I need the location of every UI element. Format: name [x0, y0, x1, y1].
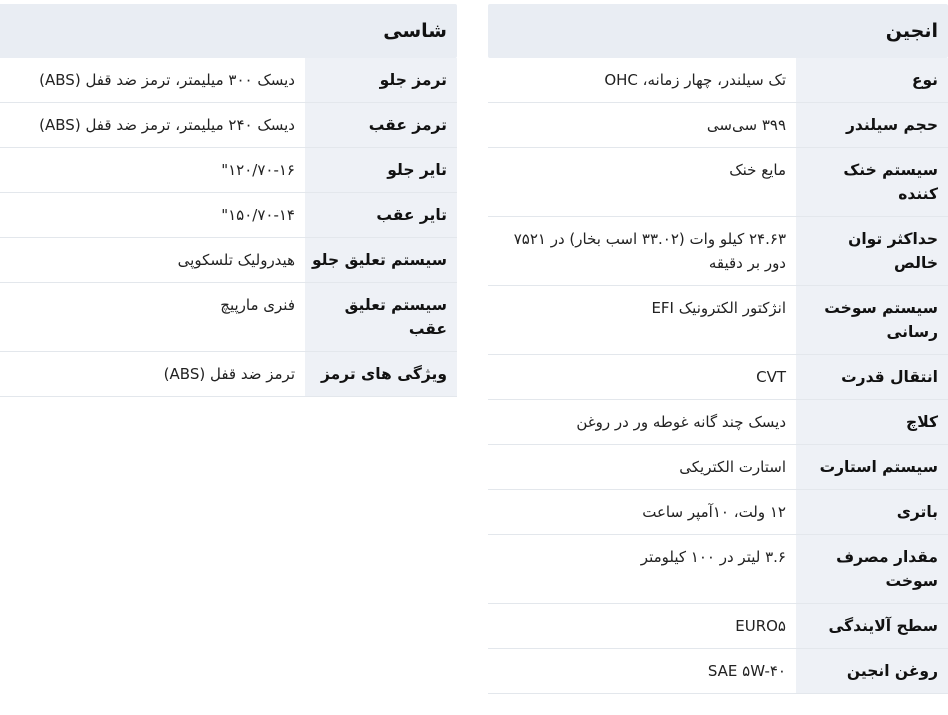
engine-spec-row [488, 103, 948, 148]
chassis-spec-table [0, 58, 457, 397]
engine-spec-table [488, 58, 948, 694]
chassis-spec-label: تایر عقب [305, 193, 457, 237]
engine-spec-row [488, 286, 948, 355]
engine-spec-value: استارت الکتریکی [679, 458, 786, 476]
chassis-header [0, 4, 457, 58]
chassis-spec-value: دیسک ۳۰۰ میلیمتر، ترمز ضد قفل (ABS) [39, 71, 295, 89]
engine-spec-label: روغن انجین [796, 649, 948, 693]
engine-spec-row [488, 58, 948, 103]
engine-spec-row [488, 649, 948, 694]
engine-spec-label: سیستم سوخت رسانی [796, 286, 948, 354]
engine-spec-value: ۳۹۹ سی‌سی [706, 116, 786, 134]
chassis-spec-label: ویژگی های ترمز [305, 352, 457, 396]
engine-spec-row [488, 445, 948, 490]
engine-spec-row [488, 217, 948, 286]
engine-spec-value: ۱۲ ولت، ۱۰آمپر ساعت [642, 503, 786, 521]
chassis-spec-row [0, 238, 457, 283]
engine-title: انجین [885, 20, 938, 42]
chassis-spec-row [0, 193, 457, 238]
engine-header [488, 4, 948, 58]
engine-spec-panel [488, 4, 948, 694]
engine-spec-row [488, 355, 948, 400]
engine-spec-value: تک سیلندر، چهار زمانه، OHC [604, 71, 786, 89]
engine-spec-label: سطح آلایندگی [796, 604, 948, 648]
engine-spec-value: CVT [756, 368, 786, 386]
chassis-spec-value: ترمز ضد قفل (ABS) [163, 365, 295, 383]
engine-spec-label: کلاچ [796, 400, 948, 444]
chassis-spec-row [0, 352, 457, 397]
engine-spec-value: ۲۴.۶۳ کیلو وات (۳۳.۰۲ اسب بخار) در ۷۵۲۱ دور بر دقیقه [513, 230, 786, 272]
engine-spec-row [488, 490, 948, 535]
engine-spec-label: نوع [796, 58, 948, 102]
engine-spec-label: حجم سیلندر [796, 103, 948, 147]
chassis-spec-value: ۱۲۰/۷۰-۱۶" [221, 161, 295, 179]
chassis-spec-value: هیدرولیک تلسکوپی [177, 251, 295, 269]
engine-spec-label: انتقال قدرت [796, 355, 948, 399]
engine-spec-label: حداکثر توان خالص [796, 217, 948, 285]
chassis-spec-label: ترمز جلو [305, 58, 457, 102]
engine-spec-row [488, 535, 948, 604]
engine-spec-label: سیستم خنک کننده [796, 148, 948, 216]
engine-spec-label: سیستم استارت [796, 445, 948, 489]
engine-spec-value: ۳.۶ لیتر در ۱۰۰ کیلومتر [640, 548, 786, 566]
engine-spec-value: EURO۵ [735, 617, 786, 635]
chassis-spec-row [0, 58, 457, 103]
chassis-spec-value: دیسک ۲۴۰ میلیمتر، ترمز ضد قفل (ABS) [39, 116, 295, 134]
engine-spec-label: مقدار مصرف سوخت [796, 535, 948, 603]
chassis-spec-row [0, 103, 457, 148]
chassis-spec-value: ۱۵۰/۷۰-۱۴" [221, 206, 295, 224]
engine-spec-value: انژکتور الکترونیک EFI [651, 299, 786, 317]
engine-spec-value: دیسک چند گانه غوطه ور در روغن [576, 413, 786, 431]
engine-spec-value: مایع خنک [729, 161, 786, 179]
chassis-title: شاسی [383, 20, 447, 42]
chassis-spec-label: تایر جلو [305, 148, 457, 192]
chassis-spec-label: سیستم تعلیق جلو [305, 238, 457, 282]
chassis-spec-label: سیستم تعلیق عقب [305, 283, 457, 351]
engine-spec-label: باتری [796, 490, 948, 534]
engine-spec-row [488, 604, 948, 649]
chassis-spec-panel [0, 4, 457, 397]
chassis-spec-row [0, 283, 457, 352]
engine-spec-row [488, 148, 948, 217]
chassis-spec-label: ترمز عقب [305, 103, 457, 147]
chassis-spec-row [0, 148, 457, 193]
chassis-spec-value: فنری مارپیچ [220, 296, 295, 314]
engine-spec-value: SAE ۵W-۴۰ [707, 662, 786, 680]
engine-spec-row [488, 400, 948, 445]
